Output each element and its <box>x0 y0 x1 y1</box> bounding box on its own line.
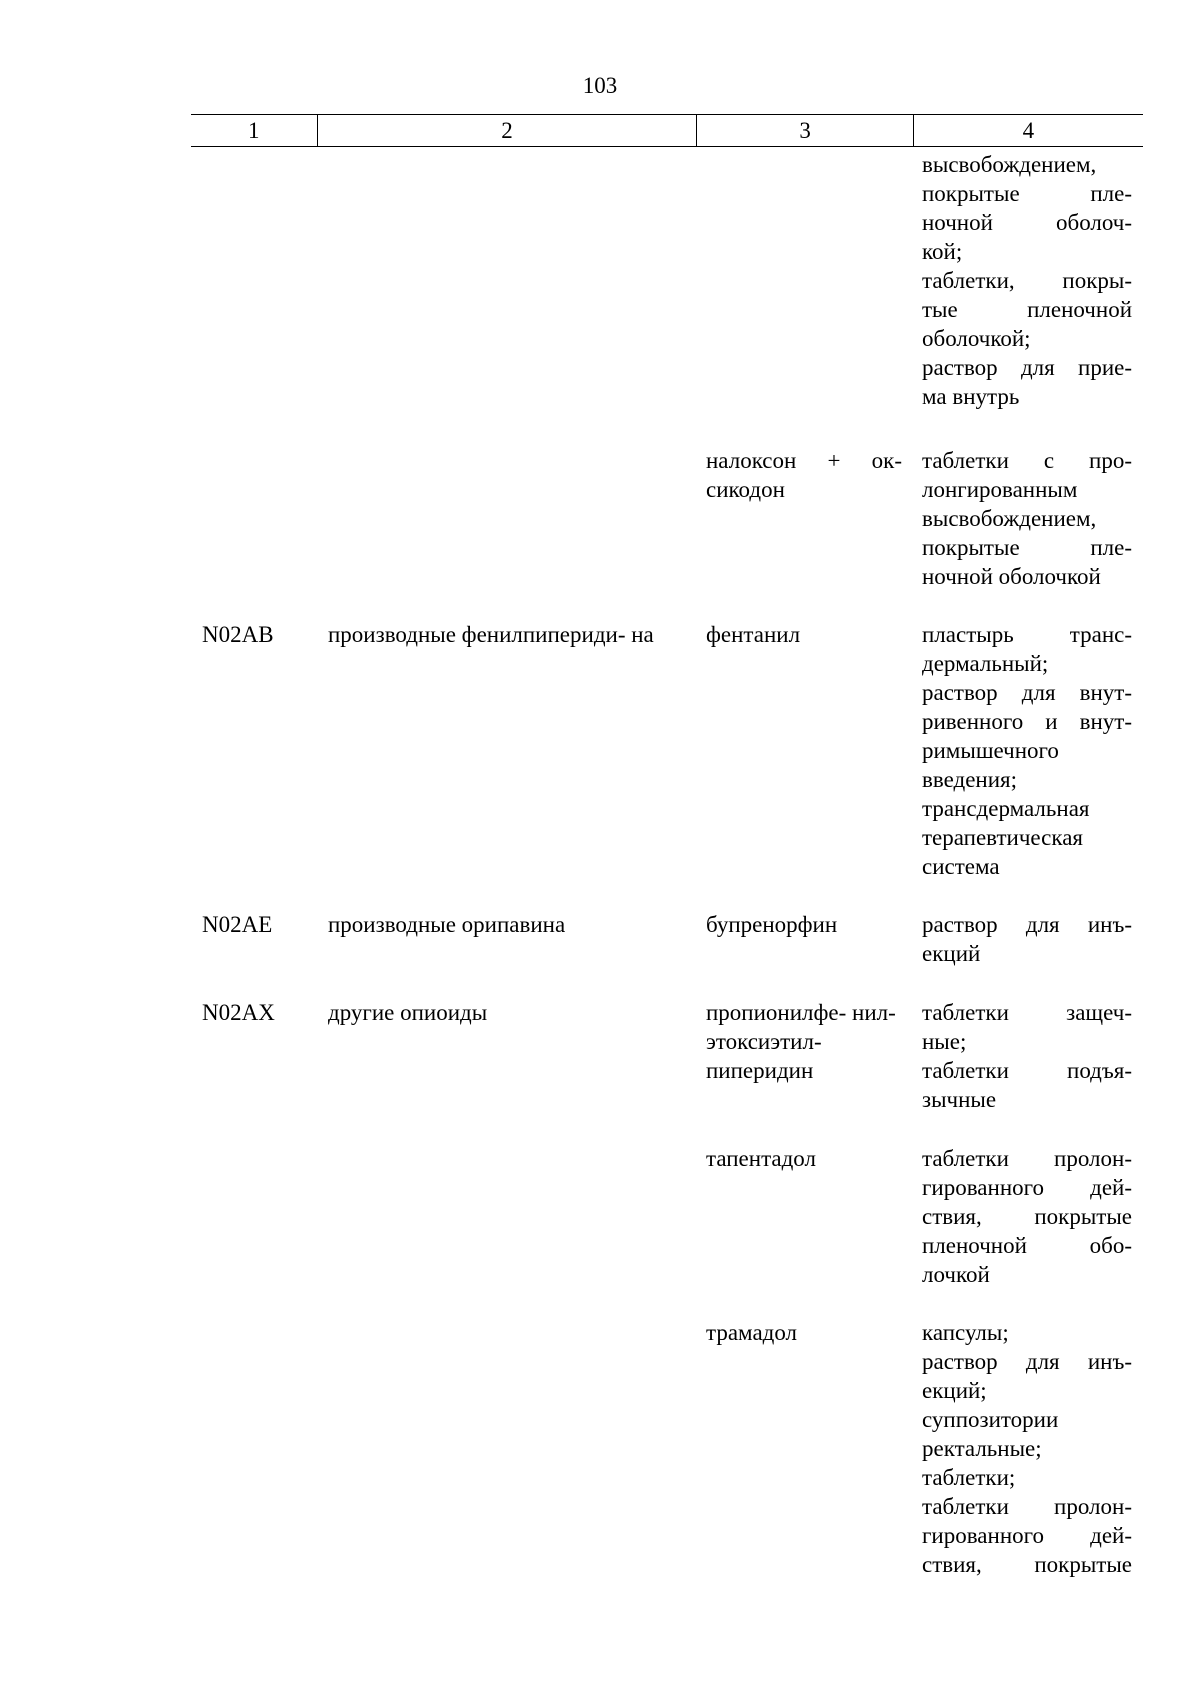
table-cell-code: N02AX <box>202 1000 275 1025</box>
table-cell-substance: налоксон + ок- сикодон <box>706 448 902 502</box>
table-cell-group: другие опиоиды <box>328 1000 488 1025</box>
table-cell-substance: бупренорфин <box>706 912 838 937</box>
table-cell-substance: тапентадол <box>706 1146 816 1171</box>
column-header-2: 2 <box>317 115 697 146</box>
table-cell-forms: раствор для инъ- екций <box>922 912 1132 966</box>
table-cell-forms: таблетки защеч- ные; таблетки подъя- зычные <box>922 1000 1132 1112</box>
table-cell-group: производные фенилпипериди- на <box>328 622 654 647</box>
table-cell-forms: капсулы; раствор для инъ- екций; суппозитории ректальные; таблетки; таблетки пролон- гированного дей- ствия, покрытые <box>922 1320 1132 1577</box>
table-cell-forms: таблетки пролон- гированного дей- ствия, покрытые пленочной обо- лочкой <box>922 1146 1132 1287</box>
column-header-3: 3 <box>696 115 912 146</box>
page-number: 103 <box>582 73 618 98</box>
table-cell-group: производные орипавина <box>328 912 566 937</box>
column-header-4: 4 <box>913 115 1143 146</box>
table-cell-substance: пропионилфе- нил-этоксиэтил- пиперидин <box>706 1000 896 1083</box>
column-header-1: 1 <box>248 118 260 143</box>
table-cell-forms: таблетки с про- лонгированным высвобождением, покрытые пле- ночной оболочкой <box>922 448 1132 589</box>
table-header <box>191 114 1143 147</box>
table-cell-forms: пластырь транс- дермальный; раствор для внут- ривенного и внут- римышечного введения; трансдермальная терапевтическая система <box>922 622 1132 879</box>
table-cell-substance: трамадол <box>706 1320 798 1345</box>
table-cell-forms: высвобождением, покрытые пле- ночной оболоч- кой; таблетки, покры- тые пленочной оболочкой; раствор для прие- ма внутрь <box>922 152 1132 409</box>
table-cell-substance: фентанил <box>706 622 801 647</box>
table-cell-code: N02AE <box>202 912 273 937</box>
table-cell-code: N02AB <box>202 622 274 647</box>
